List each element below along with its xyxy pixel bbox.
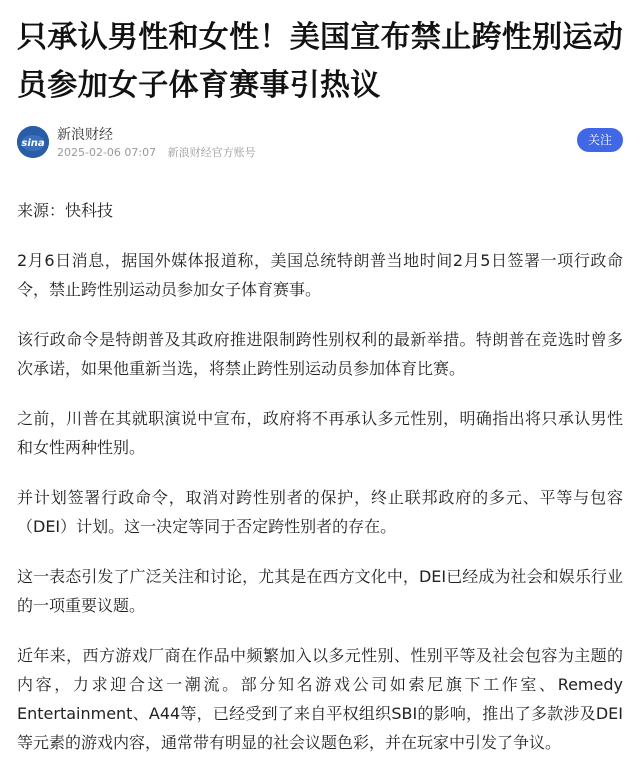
publish-datetime: 2025-02-06 07:07 <box>57 146 157 159</box>
article-paragraph: 并计划签署行政命令，取消对跨性别者的保护，终止联邦政府的多元、平等与包容（DEI）计划。这一决定等同于否定跨性别者的存在。 <box>17 488 623 536</box>
article-paragraph: 之前，川普在其就职演说中宣布，政府将不再承认多元性别，明确指出将只承认男性和女性两种性别。 <box>17 409 623 457</box>
article-title: 只承认男性和女性！美国宣布禁止跨性别运动员参加女子体育赛事引热议 <box>17 20 623 103</box>
sina-logo-icon[interactable] <box>17 126 49 158</box>
sina-logo-graphic <box>17 126 49 158</box>
avatar-text: sina <box>21 138 45 149</box>
article-paragraph: 这一表态引发了广泛关注和讨论，尤其是在西方文化中，DEI已经成为社会和娱乐行业的一项重要议题。 <box>17 567 623 615</box>
article-paragraph: 2月6日消息，据国外媒体报道称，美国总统特朗普当地时间2月5日签署一项行政命令，禁止跨性别运动员参加女子体育赛事。 <box>17 251 623 299</box>
follow-button[interactable]: 关注 <box>577 128 623 152</box>
account-type: 新浪财经官方账号 <box>167 146 256 159</box>
meta-line <box>57 146 256 160</box>
author-name[interactable]: 新浪财经 <box>57 127 113 143</box>
source-paragraph: 来源：快科技 <box>17 201 114 220</box>
article-paragraph: 该行政命令是特朗普及其政府推进限制跨性别权利的最新举措。特朗普在竞选时曾多次承诺，如果他重新当选，将禁止跨性别运动员参加体育比赛。 <box>17 330 623 378</box>
author-row <box>17 124 623 164</box>
article-body <box>17 196 623 778</box>
article-paragraph: 近年来，西方游戏厂商在作品中频繁加入以多元性别、性别平等及社会包容为主题的内容，力求迎合这一潮流。部分知名游戏公司如索尼旗下工作室、Remedy Entertainment、A44等，已经受到了来自平权组织SBI的影响，推出了多款涉及DEI等元素的游戏内容，通常带有明显的社会议题色彩，并在玩家中引发了争议。 <box>17 646 623 752</box>
